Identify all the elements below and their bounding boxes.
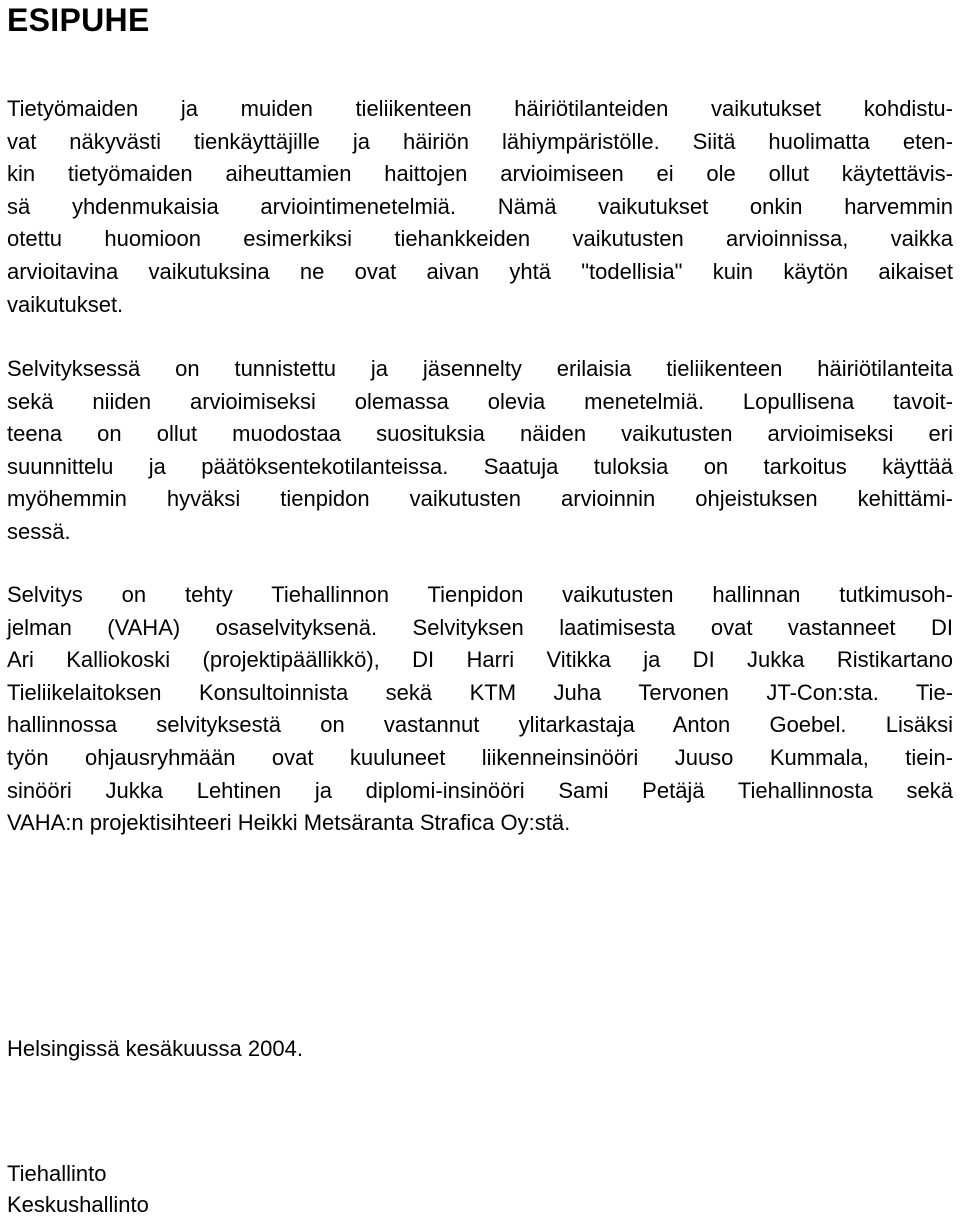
preface-paragraph-2 (7, 353, 953, 549)
text-line: jelman (VAHA) osaselvityksenä. Selvityksen laatimisesta ovat vastanneet DI (7, 614, 953, 640)
text-line: sekä niiden arvioimiseksi olemassa olevia menetelmiä. Lopullisena tavoit- (7, 388, 953, 414)
text-line: Ari Kalliokoski (projektipäällikkö), DI Harri Vitikka ja DI Jukka Ristikartano (7, 647, 953, 673)
signature-organization: Tiehallinto (7, 1161, 107, 1186)
signature-unit: Keskushallinto (7, 1192, 149, 1217)
preface-paragraph-3 (7, 579, 953, 840)
text-line: sinööri Jukka Lehtinen ja diplomi-insinööri Sami Petäjä Tiehallinnosta sekä (7, 777, 953, 803)
text-line: työn ohjausryhmään ovat kuuluneet liikenneinsinööri Juuso Kummala, tiein- (7, 744, 953, 770)
preface-paragraph-1 (7, 93, 953, 321)
text-line: sessä. (7, 518, 71, 544)
text-line: Selvitys on tehty Tiehallinnon Tienpidon vaikutusten hallinnan tutkimusoh- (7, 582, 953, 607)
text-line: otettu huomioon esimerkiksi tiehankkeiden vaikutusten arvioinnissa, vaikka (7, 226, 953, 252)
text-line: Tietyömaiden ja muiden tieliikenteen häiriötilanteiden vaikutukset kohdistu- (7, 96, 953, 121)
text-line: Selvityksessä on tunnistettu ja jäsennelty erilaisia tieliikenteen häiriötilanteita (7, 356, 953, 381)
text-line: kin tietyömaiden aiheuttamien haittojen arvioimiseen ei ole ollut käytettävis- (7, 161, 953, 187)
text-line: hallinnossa selvityksestä on vastannut ylitarkastaja Anton Goebel. Lisäksi (7, 712, 953, 738)
text-line: myöhemmin hyväksi tienpidon vaikutusten arvioinnin ohjeistuksen kehittämi- (7, 486, 953, 512)
text-line: arvioitavina vaikutuksina ne ovat aivan yhtä "todellisia" kuin käytön aikaiset (7, 258, 953, 284)
text-line: Tieliikelaitoksen Konsultoinnista sekä KTM Juha Tervonen JT-Con:sta. Tie- (7, 679, 953, 705)
text-line: suunnittelu ja päätöksentekotilanteissa. Saatuja tuloksia on tarkoitus käyttää (7, 453, 953, 479)
text-line: teena on ollut muodostaa suosituksia näiden vaikutusten arvioimiseksi eri (7, 421, 953, 447)
text-line: vat näkyvästi tienkäyttäjille ja häiriön lähiympäristölle. Siitä huolimatta eten- (7, 128, 953, 154)
text-line: vaikutukset. (7, 291, 124, 317)
text-line: VAHA:n projektisihteeri Heikki Metsäranta Strafica Oy:stä. (7, 810, 571, 836)
page-title: ESIPUHE (7, 2, 150, 38)
text-line: sä yhdenmukaisia arviointimenetelmiä. Nämä vaikutukset onkin harvemmin (7, 193, 953, 219)
place-and-date: Helsingissä kesäkuussa 2004. (7, 1036, 303, 1061)
signature-block (7, 1158, 149, 1220)
